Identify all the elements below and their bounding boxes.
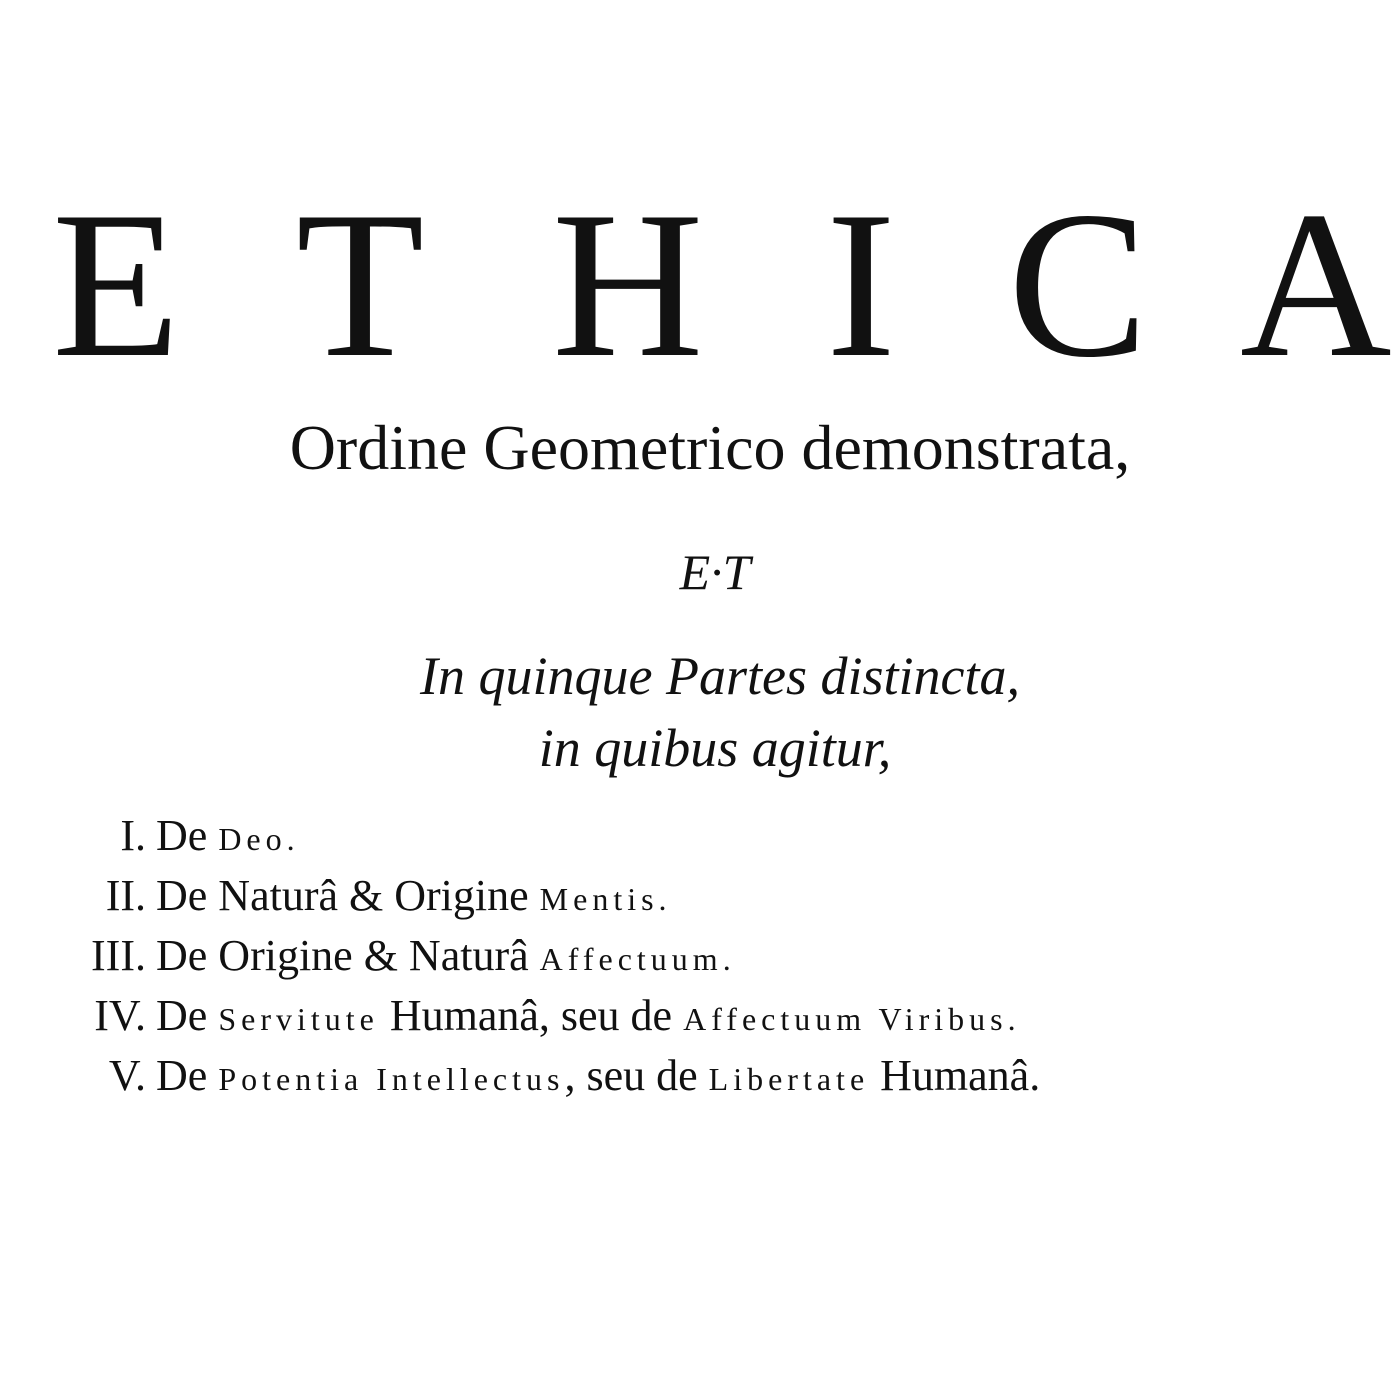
conjunction: E·T xyxy=(679,544,751,600)
title-letter-e: E xyxy=(52,169,181,401)
part-title-lead: De Naturâ & Origine xyxy=(156,871,540,920)
part-title-small-caps: Servitute xyxy=(218,1001,379,1037)
title-letter-h: H xyxy=(552,169,704,401)
part-numeral: V. xyxy=(108,1051,146,1100)
part-title-lead: De Origine & Naturâ xyxy=(156,931,540,980)
part-title xyxy=(156,986,1021,1049)
list-item xyxy=(0,1046,1400,1106)
part-title-rest: , seu de xyxy=(564,1051,709,1100)
part-numeral: II. xyxy=(105,871,146,920)
subtitle: Ordine Geometrico demonstrata, xyxy=(289,412,1131,483)
part-title-lead: De xyxy=(156,1051,219,1100)
part-title xyxy=(156,866,672,929)
part-title-small-caps-2: Affectuum Viribus. xyxy=(683,1001,1021,1037)
part-numeral: I. xyxy=(120,811,146,860)
part-title-lead: De xyxy=(156,991,219,1040)
title-letter-t: T xyxy=(296,169,425,401)
part-title xyxy=(156,1046,1040,1109)
title-letter-a: A xyxy=(1240,169,1392,401)
part-title-small-caps: Deo. xyxy=(218,821,300,857)
part-title-rest: Humanâ, seu de xyxy=(378,991,684,1040)
list-item xyxy=(0,806,1400,866)
title-letter-c: C xyxy=(1008,169,1149,401)
part-numeral: IV. xyxy=(94,991,146,1040)
parts-intro-line-2: in quibus agitur, xyxy=(538,718,892,778)
part-title-small-caps: Potentia Intellectus xyxy=(218,1061,565,1097)
part-title xyxy=(156,926,736,989)
part-title-small-caps: Affectuum. xyxy=(539,941,736,977)
main-title xyxy=(0,169,1400,401)
part-title-lead: De xyxy=(156,811,219,860)
list-item xyxy=(0,926,1400,986)
part-title-small-caps: Mentis. xyxy=(539,881,672,917)
part-numeral: III. xyxy=(91,931,146,980)
list-item xyxy=(0,986,1400,1046)
part-title xyxy=(156,806,300,869)
list-item xyxy=(0,866,1400,926)
part-title-tail: Humanâ. xyxy=(869,1051,1041,1100)
title-letter-i: I xyxy=(826,169,896,401)
parts-list xyxy=(0,806,1400,1106)
part-title-small-caps-2: Libertate xyxy=(708,1061,870,1097)
parts-intro-line-1: In quinque Partes distincta, xyxy=(420,646,1020,706)
